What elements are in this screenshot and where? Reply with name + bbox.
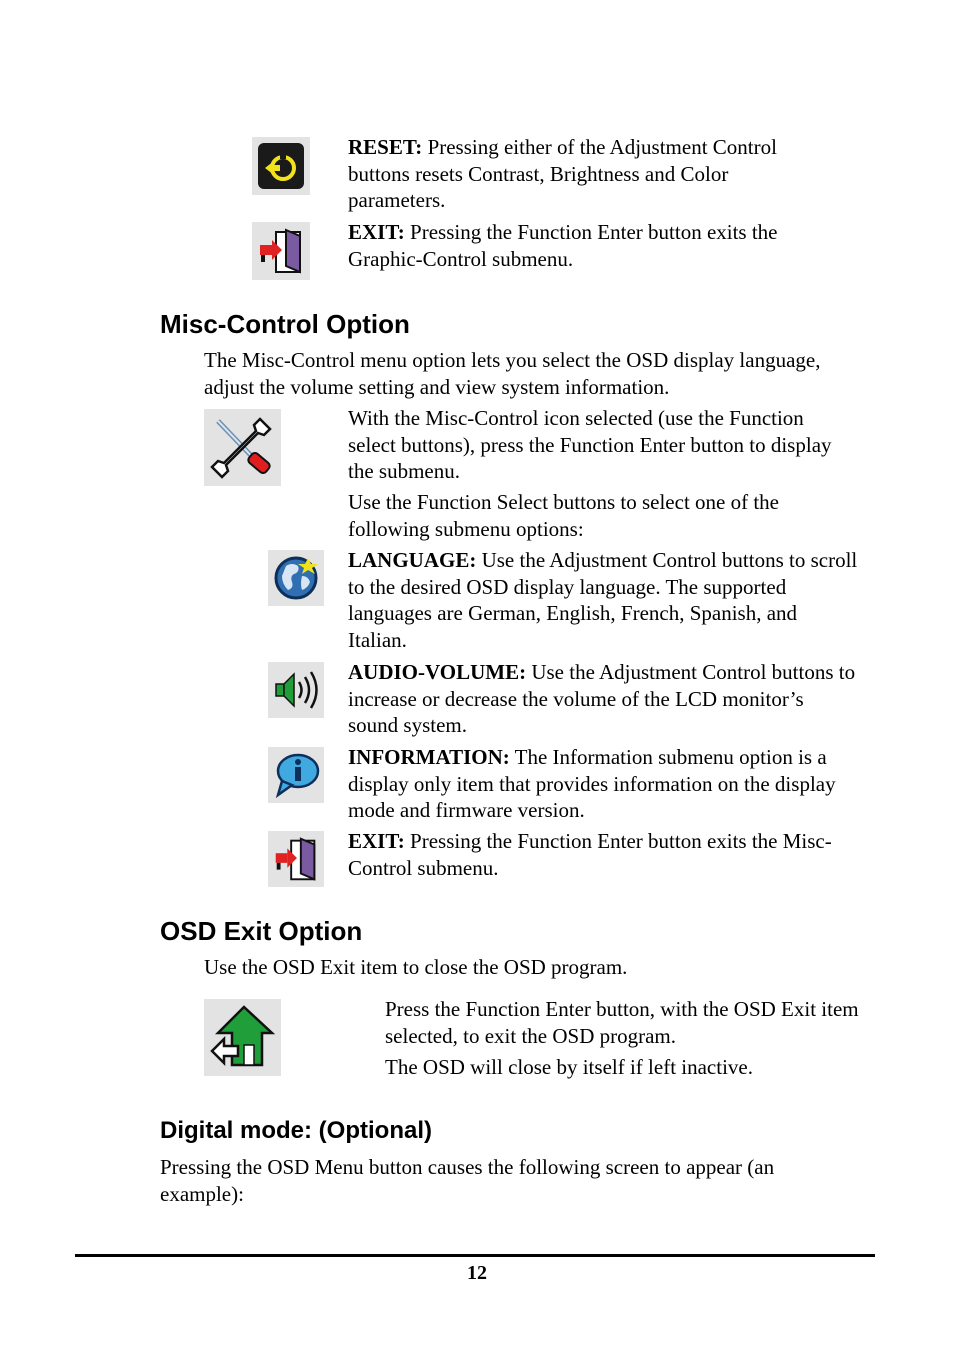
home-exit-icon bbox=[204, 999, 281, 1076]
osd-exit-heading: OSD Exit Option bbox=[160, 916, 363, 946]
misc-control-intro: The Misc-Control menu option lets you select the OSD display language, adjust the volume setting and view system information. bbox=[204, 348, 821, 399]
reset-icon bbox=[252, 137, 310, 195]
osd-exit-text2: The OSD will close by itself if left inactive. bbox=[385, 1055, 753, 1079]
osd-exit-text1: Press the Function Enter button, with the OSD Exit item selected, to exit the OSD program. bbox=[385, 997, 859, 1048]
audio-volume-description: AUDIO-VOLUME: Use the Adjustment Control buttons to increase or decrease the volume of the LCD monitor’s sound system. bbox=[348, 660, 856, 737]
misc-options-text: Use the Function Select buttons to select one of the following submenu options: bbox=[348, 490, 779, 541]
page-number: 12 bbox=[467, 1262, 487, 1284]
footer-rule bbox=[75, 1254, 875, 1257]
information-description: INFORMATION: The Information submenu option is a display only item that provides information on the display mode and firmware version. bbox=[348, 745, 836, 822]
digital-mode-heading: Digital mode: (Optional) bbox=[160, 1117, 432, 1144]
language-description: LANGUAGE: Use the Adjustment Control buttons to scroll to the desired OSD display language. The supported languages are German, English, French, Spanish, and Italian. bbox=[348, 548, 858, 652]
reset-description: RESET: Pressing either of the Adjustment Control buttons resets Contrast, Brightness and Color parameters. bbox=[348, 135, 777, 212]
exit-misc-description: EXIT: Pressing the Function Enter button exits the Misc-Control submenu. bbox=[348, 829, 832, 880]
tools-icon bbox=[204, 409, 281, 486]
digital-mode-text: Pressing the OSD Menu button causes the following screen to appear (an example): bbox=[160, 1155, 775, 1206]
misc-control-heading: Misc-Control Option bbox=[160, 309, 410, 339]
osd-exit-intro: Use the OSD Exit item to close the OSD program. bbox=[204, 955, 628, 979]
exit-door-icon bbox=[252, 222, 310, 280]
info-bubble-icon bbox=[268, 747, 324, 803]
exit-door-icon bbox=[268, 831, 324, 887]
misc-select-text: With the Misc-Control icon selected (use the Function select buttons), press the Function Enter button to display the submenu. bbox=[348, 406, 832, 483]
exit-graphic-description: EXIT: Pressing the Function Enter button exits the Graphic-Control submenu. bbox=[348, 220, 778, 271]
globe-icon bbox=[268, 550, 324, 606]
speaker-icon bbox=[268, 662, 324, 718]
